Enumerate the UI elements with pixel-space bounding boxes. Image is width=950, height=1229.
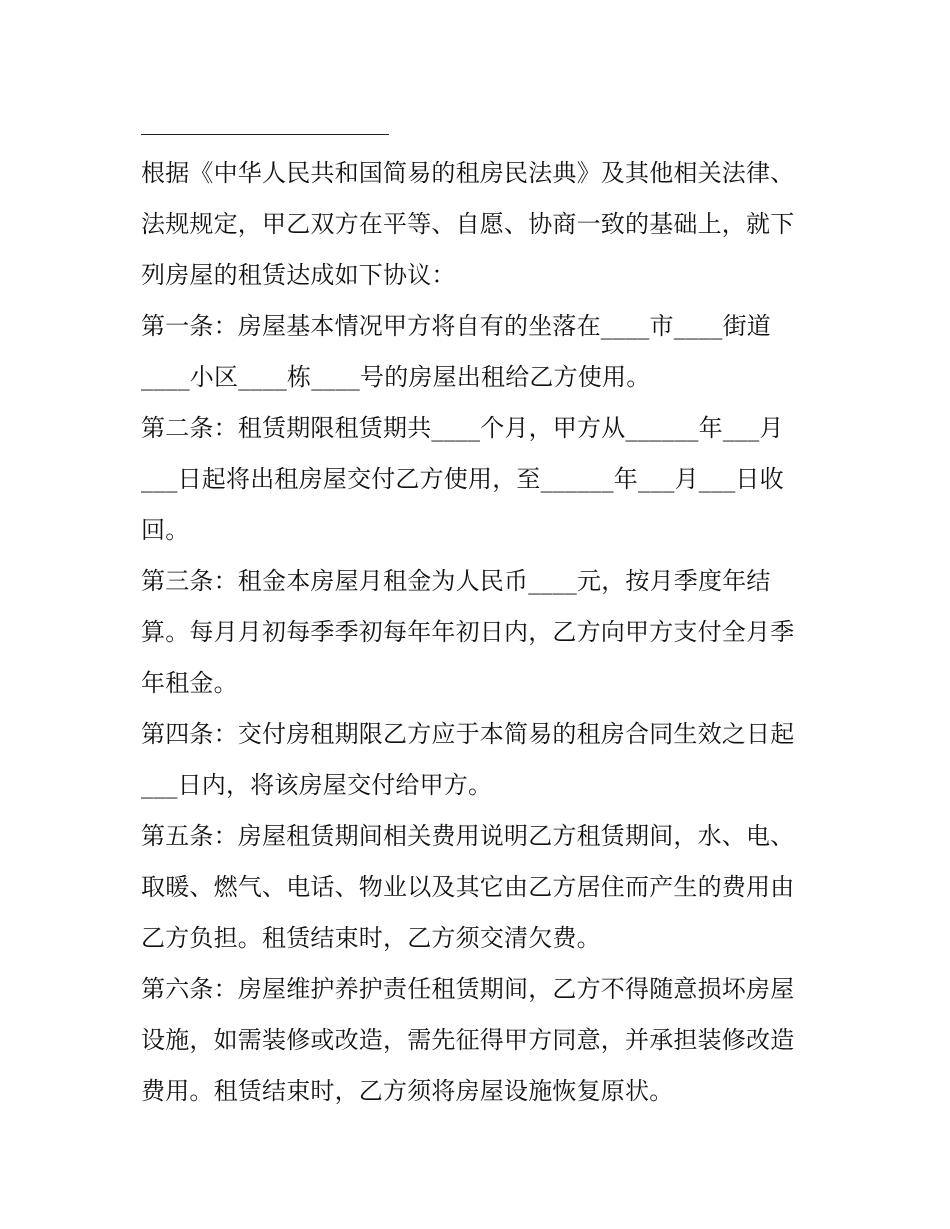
text-line: 法规规定，甲乙双方在平等、自愿、协商一致的基础上，就下 xyxy=(141,210,795,238)
article-2-line: ___日起将出租房屋交付乙方使用，至______年___月___日收 xyxy=(141,465,784,493)
article-5-line: 乙方负担。租赁结束时，乙方须交清欠费。 xyxy=(141,924,601,952)
article-2-line: 第二条：租赁期限租赁期共____个月，甲方从______年___月 xyxy=(141,414,784,442)
text-line: 根据《中华人民共和国简易的租房民法典》及其他相关法律、 xyxy=(141,159,795,187)
article-6-line: 设施，如需装修或改造，需先征得甲方同意，并承担装修改造 xyxy=(141,1026,795,1054)
article-3-line: 第三条：租金本房屋月租金为人民币____元，按月季度年结 xyxy=(141,567,771,595)
article-4-line: ___日内，将该房屋交付给甲方。 xyxy=(141,771,493,799)
article-6-line: 第六条：房屋维护养护责任租赁期间，乙方不得随意损坏房屋 xyxy=(141,975,795,1003)
article-1-line: ____小区____栋____号的房屋出租给乙方使用。 xyxy=(141,363,651,391)
contract-body xyxy=(141,148,821,1117)
article-5-line: 第五条：房屋租赁期间相关费用说明乙方租赁期间，水、电、 xyxy=(141,822,795,850)
article-1-line: 第一条：房屋基本情况甲方将自有的坐落在____市____街道 xyxy=(141,312,771,340)
article-3-line: 年租金。 xyxy=(141,669,238,697)
text-line: 列房屋的租赁达成如下协议： xyxy=(141,261,456,289)
top-blank-line xyxy=(141,134,389,135)
article-2-line: 回。 xyxy=(141,516,190,544)
article-4-line: 第四条：交付房租期限乙方应于本简易的租房合同生效之日起 xyxy=(141,720,795,748)
article-3-line: 算。每月月初每季季初每年年初日内，乙方向甲方支付全月季 xyxy=(141,618,795,646)
article-5-line: 取暖、燃气、电话、物业以及其它由乙方居住而产生的费用由 xyxy=(141,873,795,901)
article-6-line: 费用。租赁结束时，乙方须将房屋设施恢复原状。 xyxy=(141,1077,674,1105)
